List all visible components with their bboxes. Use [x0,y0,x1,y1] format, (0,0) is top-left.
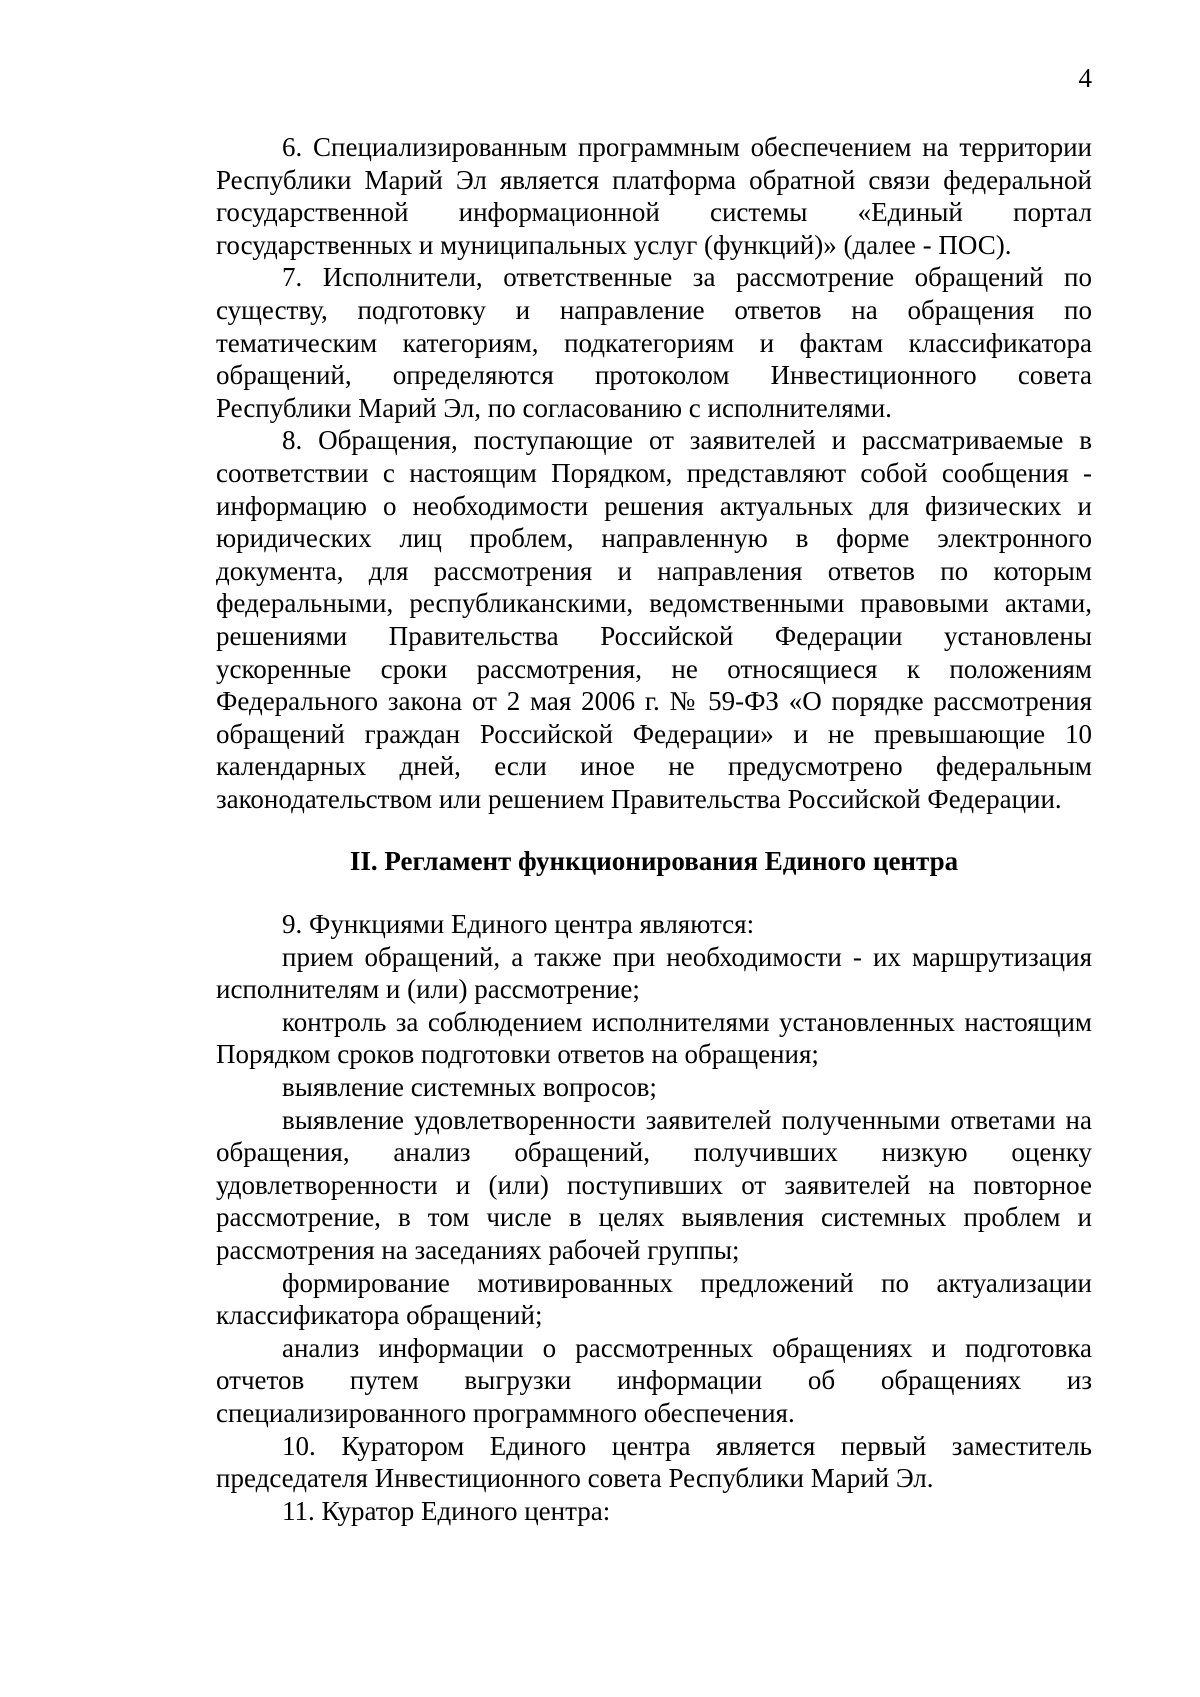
function-item-1: прием обращений, а также при необходимости - их маршрутизация исполнителям и (или) рассмотрение; [216,941,1092,1005]
paragraph-8: 8. Обращения, поступающие от заявителей и рассматриваемые в соответствии с настоящим Порядком, представляют собой сообщения - информацию о необходимости решения актуальных для физических и юридических лиц проблем, направленную в форме электронного документа, для рассмотрения и направления ответов по которым федеральными, республиканскими, ведомственными правовыми актами, решениями Правительства Российской Федерации установлены ускоренные сроки рассмотрения, не относящиеся к положениям Федерального закона от 2 мая 2006 г. № 59-ФЗ «О порядке рассмотрения обращений граждан Российской Федерации» и не превышающие 10 календарных дней, если иное не предусмотрено федеральным законодательством или решением Правительства Российской Федерации. [216,425,1092,814]
paragraph-9: 9. Функциями Единого центра являются: [282,909,755,940]
paragraph-6: 6. Специализированным программным обеспечением на территории Республики Марий Эл является платформа обратной связи федеральной государственной информационной системы «Единый портал государственных и муниципальных услуг (функций)» (далее - ПОС). [216,132,1092,260]
paragraph-11: 11. Куратор Единого центра: [282,1495,611,1526]
paragraph-7: 7. Исполнители, ответственные за рассмотрение обращений по существу, подготовку и направление ответов на обращения по тематическим категориям, подкатегориям и фактам классификатора обращений, определяются протоколом Инвестиционного совета Республики Марий Эл, по согласованию с исполнителями. [216,262,1092,423]
page-number: 4 [1078,63,1092,93]
section-heading: II. Регламент функционирования Единого центра [349,846,959,877]
function-item-6: анализ информации о рассмотренных обращениях и подготовка отчетов путем выгрузки информации об обращениях из специализированного программного обеспечения. [216,1332,1092,1428]
paragraph-10: 10. Куратором Единого центра является первый заместитель председателя Инвестиционного совета Республики Марий Эл. [216,1430,1092,1494]
function-item-2: контроль за соблюдением исполнителями установленных настоящим Порядком сроков подготовки ответов на обращения; [216,1006,1092,1070]
function-item-3: выявление системных вопросов; [282,1072,657,1103]
document-body [216,131,1092,1527]
function-item-5: формирование мотивированных предложений по актуализации классификатора обращений; [216,1267,1092,1331]
function-item-4: выявление удовлетворенности заявителей полученными ответами на обращения, анализ обращений, получивших низкую оценку удовлетворенности и (или) поступивших от заявителей на повторное рассмотрение, в том числе в целях выявления системных проблем и рассмотрения на заседаниях рабочей группы; [216,1104,1092,1265]
